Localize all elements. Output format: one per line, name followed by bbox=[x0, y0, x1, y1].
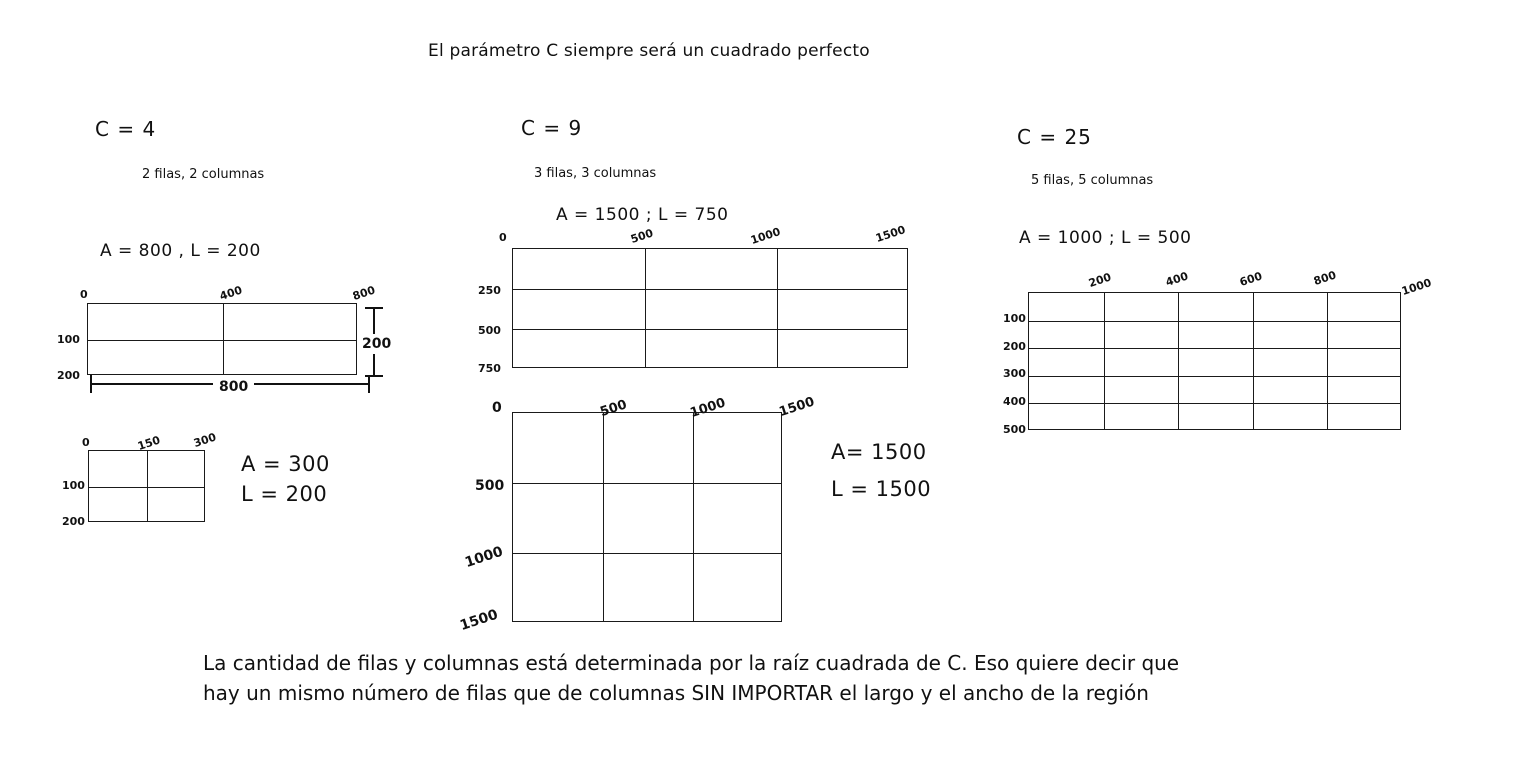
grid-line-horizontal bbox=[1029, 348, 1400, 349]
tick-y-1: 100 bbox=[62, 479, 85, 492]
grid-line-vertical bbox=[645, 249, 646, 367]
grid-line-horizontal bbox=[1029, 376, 1400, 377]
example-1-grid-2-label-a: A = 300 bbox=[241, 452, 330, 476]
tick-x-2: 1000 bbox=[688, 395, 728, 421]
dimension-tick-left bbox=[90, 375, 92, 393]
tick-x-1: 500 bbox=[598, 397, 629, 420]
grid-line-vertical bbox=[223, 304, 224, 374]
grid-c4-a bbox=[87, 303, 357, 375]
dimension-width-label: 800 bbox=[213, 379, 254, 395]
example-2-grid-2-label-a: A= 1500 bbox=[831, 440, 927, 464]
tick-y-2: 500 bbox=[478, 324, 501, 337]
example-1-grid-2-label-l: L = 200 bbox=[241, 482, 328, 506]
grid-line-horizontal bbox=[1029, 321, 1400, 322]
example-1-subtitle: 2 filas, 2 columnas bbox=[142, 167, 265, 182]
grid-line-horizontal bbox=[513, 483, 781, 484]
tick-x-2: 800 bbox=[350, 283, 377, 303]
example-2-subtitle: 3 filas, 3 columnas bbox=[534, 166, 657, 181]
grid-c9-b bbox=[512, 412, 782, 622]
example-3-grid-1-label: A = 1000 ; L = 500 bbox=[1019, 228, 1192, 248]
tick-x-3: 1500 bbox=[777, 394, 817, 420]
tick-x-0: 200 bbox=[1086, 270, 1113, 290]
tick-x-0: 0 bbox=[492, 400, 502, 416]
tick-x-2: 600 bbox=[1237, 269, 1264, 289]
grid-line-vertical bbox=[1178, 293, 1179, 429]
dimension-tick-bottom bbox=[365, 375, 383, 377]
tick-y-1: 200 bbox=[1003, 340, 1026, 353]
example-3-title: C = 25 bbox=[1017, 125, 1092, 149]
tick-y-3: 400 bbox=[1003, 395, 1026, 408]
tick-x-3: 800 bbox=[1311, 268, 1338, 288]
tick-y-0: 100 bbox=[1003, 312, 1026, 325]
grid-c9-a bbox=[512, 248, 908, 368]
tick-y-3: 1500 bbox=[458, 606, 501, 634]
example-2-title: C = 9 bbox=[521, 116, 583, 140]
grid-line-horizontal bbox=[89, 487, 204, 488]
grid-line-vertical bbox=[1253, 293, 1254, 429]
tick-y-1: 250 bbox=[478, 284, 501, 297]
tick-y-1: 100 bbox=[57, 333, 80, 346]
dimension-tick-right bbox=[368, 375, 370, 393]
page-title: El parámetro C siempre será un cuadrado perfecto bbox=[428, 41, 870, 61]
footer-line-1: La cantidad de filas y columnas está determinada por la raíz cuadrada de C. Eso quiere decir que bbox=[203, 651, 1180, 675]
example-3-subtitle: 5 filas, 5 columnas bbox=[1031, 173, 1154, 188]
tick-x-0: 0 bbox=[80, 288, 88, 301]
grid-line-vertical bbox=[693, 413, 694, 621]
tick-y-2: 1000 bbox=[463, 543, 506, 571]
grid-c25-a bbox=[1028, 292, 1401, 430]
tick-x-2: 300 bbox=[191, 430, 218, 450]
grid-line-vertical bbox=[777, 249, 778, 367]
example-2-grid-1-label: A = 1500 ; L = 750 bbox=[556, 205, 729, 225]
grid-c4-b bbox=[88, 450, 205, 522]
tick-x-4: 1000 bbox=[1399, 276, 1434, 298]
grid-line-vertical bbox=[603, 413, 604, 621]
tick-y-2: 200 bbox=[57, 369, 80, 382]
tick-y-3: 750 bbox=[478, 362, 501, 375]
footer-line-2: hay un mismo número de filas que de columnas SIN IMPORTAR el largo y el ancho de la región bbox=[203, 681, 1149, 705]
tick-y-2: 300 bbox=[1003, 367, 1026, 380]
grid-line-horizontal bbox=[513, 329, 907, 330]
tick-x-1: 400 bbox=[1163, 269, 1190, 289]
grid-line-horizontal bbox=[1029, 403, 1400, 404]
tick-x-3: 1500 bbox=[873, 223, 908, 245]
example-1-grid-1-label: A = 800 , L = 200 bbox=[100, 241, 261, 261]
grid-line-vertical bbox=[147, 451, 148, 521]
dimension-height-label: 200 bbox=[359, 334, 394, 354]
tick-y-2: 200 bbox=[62, 515, 85, 528]
example-1-title: C = 4 bbox=[95, 117, 157, 141]
grid-line-horizontal bbox=[88, 340, 356, 341]
example-2-grid-2-label-l: L = 1500 bbox=[831, 477, 932, 501]
tick-x-0: 0 bbox=[499, 231, 507, 244]
grid-line-horizontal bbox=[513, 553, 781, 554]
grid-line-vertical bbox=[1327, 293, 1328, 429]
tick-y-1: 500 bbox=[475, 478, 505, 494]
tick-x-1: 500 bbox=[628, 226, 655, 246]
tick-x-1: 400 bbox=[217, 283, 244, 303]
tick-x-2: 1000 bbox=[748, 225, 783, 247]
dimension-tick-top bbox=[365, 307, 383, 309]
grid-line-horizontal bbox=[513, 289, 907, 290]
tick-y-4: 500 bbox=[1003, 423, 1026, 436]
tick-x-1: 150 bbox=[135, 433, 162, 453]
tick-x-0: 0 bbox=[82, 436, 90, 449]
grid-line-vertical bbox=[1104, 293, 1105, 429]
